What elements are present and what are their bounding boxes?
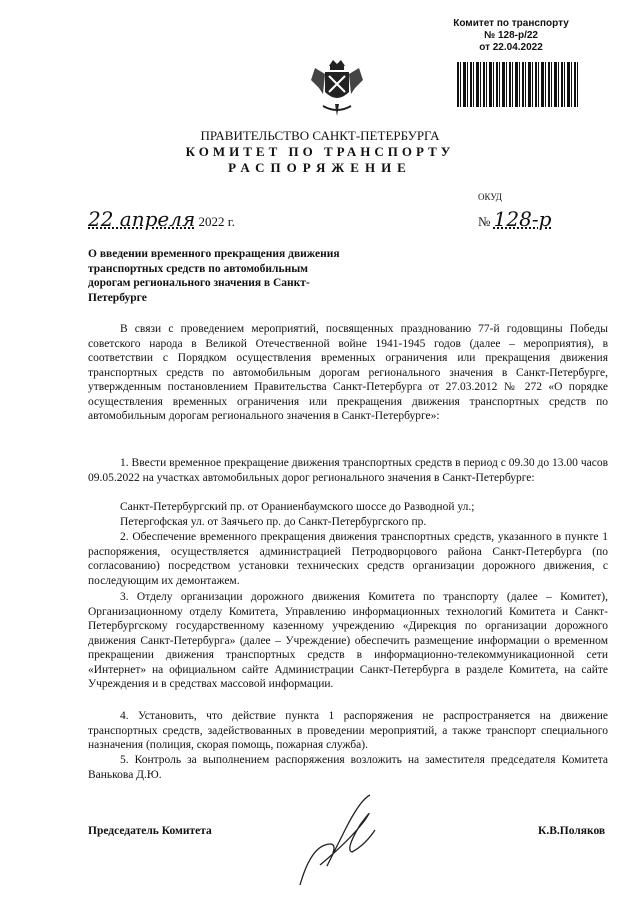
document-type: РАСПОРЯЖЕНИЕ [228, 160, 412, 175]
item-1: 1. Ввести временное прекращение движения транспортных средств в период с 09.30 до 13.00 часов 09.05.2022 на участках автомобильных дорог регионального значения в Санкт-Петербурге: [88, 457, 608, 484]
government-title: ПРАВИТЕЛЬСТВО САНКТ-ПЕТЕРБУРГА [200, 128, 440, 143]
signatory-name: К.В.Поляков [538, 825, 606, 837]
document-subject: О введении временного прекращения движения транспортных средств по автомобильным дорогам регионального значения в Санкт-Петербурге [88, 248, 340, 304]
committee-title: КОМИТЕТ ПО ТРАНСПОРТУ [185, 144, 455, 159]
item-4: 4. Установить, что действие пункта 1 распоряжения не распространяется на движение транспортных средств, задействованных в проведении мероприятий, а также транспорт специального назначения (полиция, скорая помощь, пожарная служба). [88, 710, 608, 751]
signatory-title: Председатель Комитета [88, 825, 212, 837]
registration-stamp [436, 18, 586, 54]
coat-of-arms-icon [305, 58, 369, 122]
stamp-line-3: от 22.04.2022 [479, 42, 543, 53]
date-handwritten: 22 апреля [88, 207, 196, 231]
document-number [478, 207, 551, 231]
handwritten-signature [290, 790, 400, 890]
document-date [88, 207, 235, 231]
road-2: Петергофская ул. от Заячьего пр. до Санкт-Петербургского пр. [120, 516, 427, 528]
stamp-line-1: Комитет по транспорту [453, 18, 569, 29]
item-3: 3. Отделу организации дорожного движения Комитета по транспорту (далее – Комитет), Организационному отделу Комитета, Управлению информационных технологий Комитета и Санкт-Петербургскому государственному казенному учреждению «Дирекция по организации дорожного движения Санкт-Петербурга» (далее – Учреждение) обеспечить размещение информации о временном прекращении движения транспортных средств в информационно-телекоммуникационной сети «Интернет» на официальном сайте Администрации Санкт-Петербурга в разделе Комитета, на сайте Учреждения и в средствах массовой информации. [88, 591, 608, 690]
barcode [457, 62, 580, 107]
number-handwritten: 128-р [493, 207, 552, 231]
number-prefix: № [478, 214, 491, 229]
intro-paragraph: В связи с проведением мероприятий, посвященных празднованию 77-й годовщины Победы советского народа в Великой Отечественной войне 1941-1945 годов (далее – мероприятия), в соответствии с Порядком осуществления временных ограничения или прекращения движения транспортных средств по автомобильным дорогам регионального значения в Санкт-Петербурге, утвержденным постановлением Правительства Санкт-Петербурга от 27.03.2012 № 272 «О порядке осуществления временных ограничения или прекращения движения транспортных средств по автомобильным дорогам регионального значения в Санкт-Петербурге»: [88, 323, 608, 422]
item-2: 2. Обеспечение временного прекращения движения транспортных средств, указанного в пункте 1 распоряжения, осуществляется администрацией Петродворцового района Санкт-Петербурга (по согласованию) посредством установки технических средств организации дорожного движения, с последующим их демонтажем. [88, 531, 608, 587]
item-5: 5. Контроль за выполнением распоряжения возложить на заместителя председателя Комитета Ванькова Д.Ю. [88, 754, 608, 781]
date-year: 2022 г. [198, 214, 235, 229]
stamp-line-2: № 128-р/22 [484, 30, 538, 41]
road-1: Санкт-Петербургский пр. от Ораниенбаумского шоссе до Разводной ул.; [120, 501, 475, 513]
okud-label: ОКУД [478, 192, 502, 202]
